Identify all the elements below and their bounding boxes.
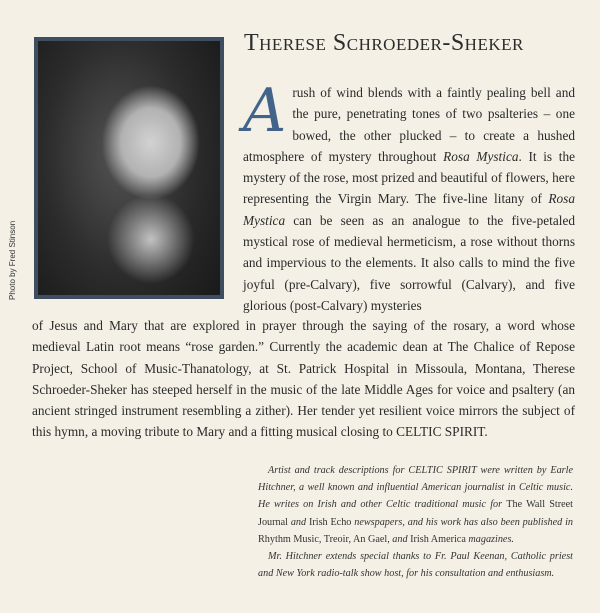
body-paragraph-top <box>243 76 575 316</box>
credits-block <box>258 462 573 582</box>
body-paragraph-bottom: of Jesus and Mary that are explored in prayer through the saying of the rosary, a word whose medieval Latin root means “rose garden.” Currently the academic dean at The Chalice of Repose Project, School of Music-Thanatology, at St. Patrick Hospital in Missoula, Montana, Therese Schroeder-Sheker has steeped herself in the music of the late Middle Ages for voice and psaltery (an ancient stringed instrument resembling a zither). Her tender yet resilient voice mirrors the subject of this hymn, a moving tribute to Mary and a fitting musical closing to CELTIC SPIRIT. <box>32 318 575 440</box>
photo-credit: Photo by Fred Stinson <box>8 220 17 300</box>
credits-irish-america: Irish America <box>410 533 466 545</box>
body-text-rosa-1: Rosa Mystica <box>443 148 519 164</box>
credits-echo: Irish Echo <box>308 516 352 528</box>
credits-magazines: Rhythm Music, Treoir, An Gael, <box>258 533 390 545</box>
portrait-photo-frame <box>34 37 224 299</box>
page-title: Therese Schroeder-Sheker <box>244 30 524 56</box>
credits-text-b: newspapers, and his work has also been published in <box>351 516 574 528</box>
credits-paragraph-1 <box>258 462 573 548</box>
credits-and-2: and <box>389 533 411 545</box>
body-text-rosa-2: Rosa Mystica <box>243 191 575 228</box>
body-text-1c: can be seen as an analogue to the five-petaled mystical rose of medieval hermeticism, a rose without thorns and impervious to the elements. It also calls to mind the five joyful (pre-Calvary), five sorrowful (Calvary), and five glorious (post-Calvary) mysteries <box>243 212 575 313</box>
credits-text-a: Artist and track descriptions for CELTIC SPIRIT were written by Earle Hitchner, a well known and influential American journalist in Celtic music. He writes on Irish and other Celtic traditional music for <box>258 465 573 511</box>
credits-text-c: magazines. <box>465 533 514 545</box>
body-text-1b: . It is the mystery of the rose, most prized and beautiful of flowers, here representing the Virgin Mary. The five-line litany of <box>243 148 575 207</box>
portrait-photo <box>38 41 220 295</box>
credits-and: and <box>288 516 309 528</box>
credits-wsj: The Wall Street Journal <box>258 499 573 528</box>
body-text-1a: rush of wind blends with a faintly pealing bell and the pure, penetrating tones of two psalteries – one bowed, the other plucked – to create a hushed atmosphere of mystery throughout <box>243 85 575 164</box>
credits-paragraph-2: Mr. Hitchner extends special thanks to Fr. Paul Keenan, Catholic priest and New York radio-talk show host, for his consultation and enthusiasm. <box>258 551 573 580</box>
drop-cap: A <box>243 76 287 146</box>
